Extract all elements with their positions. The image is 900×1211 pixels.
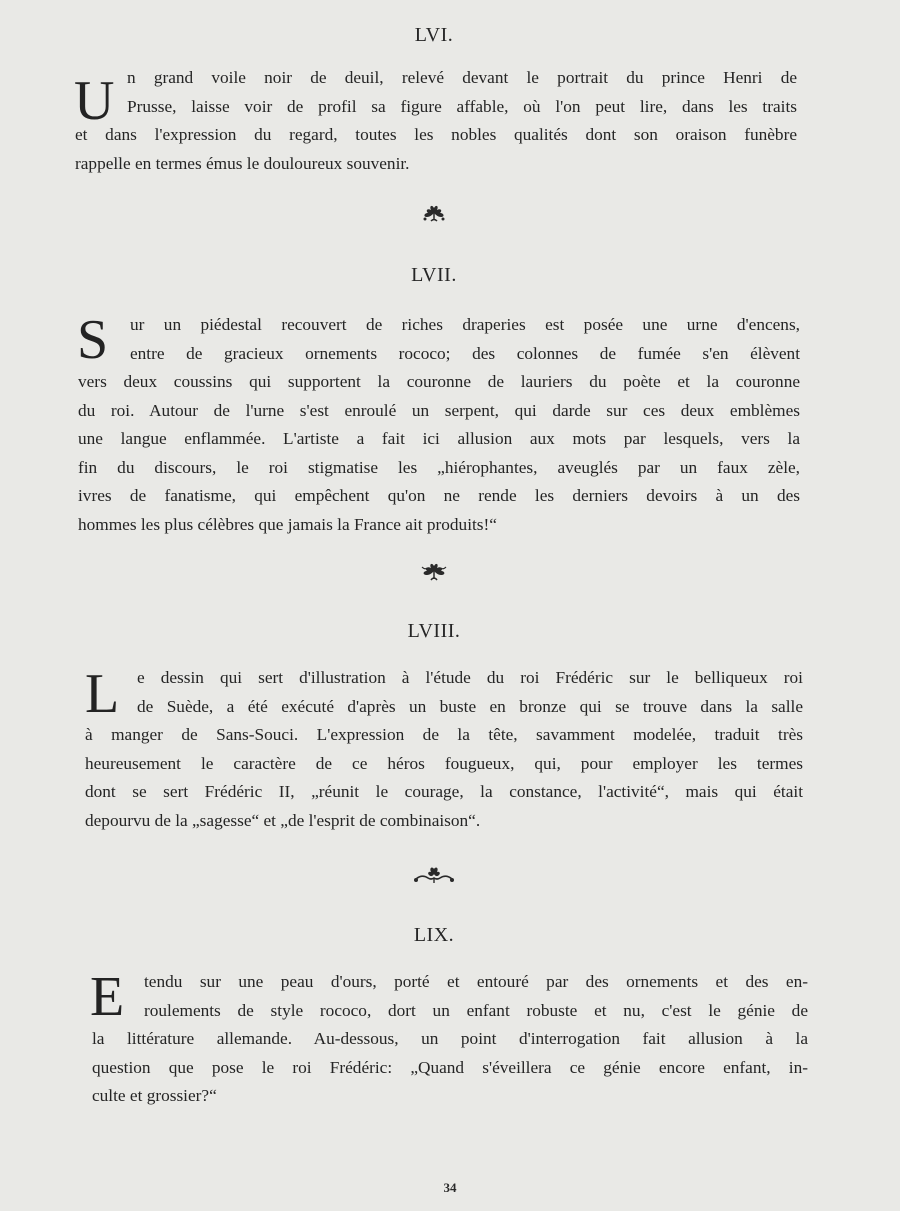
section-paragraph (78, 311, 800, 539)
section-heading: LVII. (411, 264, 457, 286)
section-paragraph (92, 968, 808, 1111)
scroll-ornament-icon (0, 866, 868, 886)
text-line: depourvu de la „sagesse“ et „de l'esprit de combinaison“. (85, 810, 481, 830)
text-line: e dessin qui sert d'illustration à l'étude du roi Frédéric sur le belliqueux roi (137, 668, 803, 687)
section-paragraph (75, 64, 797, 178)
drop-cap: L (85, 663, 120, 725)
text-line: rappelle en termes émus le douloureux souvenir. (75, 153, 410, 173)
text-line: tendu sur une peau d'ours, porté et entouré par des ornements et des en- (144, 972, 808, 991)
text-line: fin du discours, le roi stigmatise les „hiérophantes, aveuglés par un faux zèle, (78, 457, 800, 477)
section-paragraph (85, 664, 803, 835)
text-line: dont se sert Frédéric II, „réunit le courage, la constance, l'activité“, mais qui était (85, 782, 803, 801)
text-line: ivres de fanatisme, qui empêchent qu'on ne rende les derniers devoirs à un des (78, 486, 800, 505)
page-number: 34 (443, 1180, 457, 1195)
text-line: à manger de Sans-Souci. L'expression de la tête, savamment modelée, traduit très (85, 725, 803, 744)
text-line: roulements de style rococo, dort un enfant robuste et nu, c'est le génie de (144, 1000, 808, 1020)
drop-cap: E (90, 966, 125, 1028)
text-line: la littérature allemande. Au-dessous, un point d'interrogation fait allusion à la (92, 1029, 808, 1048)
text-line: et dans l'expression du regard, toutes les nobles qualités dont son oraison funèbre (75, 125, 797, 144)
text-line: du roi. Autour de l'urne s'est enroulé un serpent, qui darde sur ces deux emblèmes (78, 400, 800, 420)
text-line: vers deux coussins qui supportent la couronne de lauriers du poète et la couronne (78, 372, 800, 391)
floral-ornament-icon (0, 204, 868, 224)
drop-cap: U (74, 70, 115, 132)
text-line: ur un piédestal recouvert de riches draperies est posée une urne d'encens, (130, 315, 800, 334)
drop-cap: S (77, 309, 109, 371)
text-line: une langue enflammée. L'artiste a fait ici allusion aux mots par lesquels, vers la (78, 429, 800, 448)
text-line: culte et grossier?“ (92, 1086, 217, 1105)
floral-ornament-icon (0, 561, 868, 583)
text-line: de Suède, a été exécuté d'après un buste en bronze qui se trouve dans la salle (137, 696, 803, 716)
text-line: Prusse, laisse voir de profil sa figure affable, où l'on peut lire, dans les traits (127, 96, 797, 116)
text-line: heureusement le caractère de ce héros fougueux, qui, pour employer les termes (85, 753, 803, 773)
section-heading: LVIII. (407, 620, 461, 642)
text-line: question que pose le roi Frédéric: „Quand s'éveillera ce génie encore enfant, in- (92, 1057, 808, 1077)
text-line: hommes les plus célèbres que jamais la France ait produits!“ (78, 514, 497, 534)
text-line: entre de gracieux ornements rococo; des colonnes de fumée s'en élèvent (130, 343, 800, 363)
section-heading: LIX. (413, 924, 455, 946)
text-line: n grand voile noir de deuil, relevé devant le portrait du prince Henri de (127, 68, 797, 87)
section-heading: LVI. (414, 24, 454, 46)
